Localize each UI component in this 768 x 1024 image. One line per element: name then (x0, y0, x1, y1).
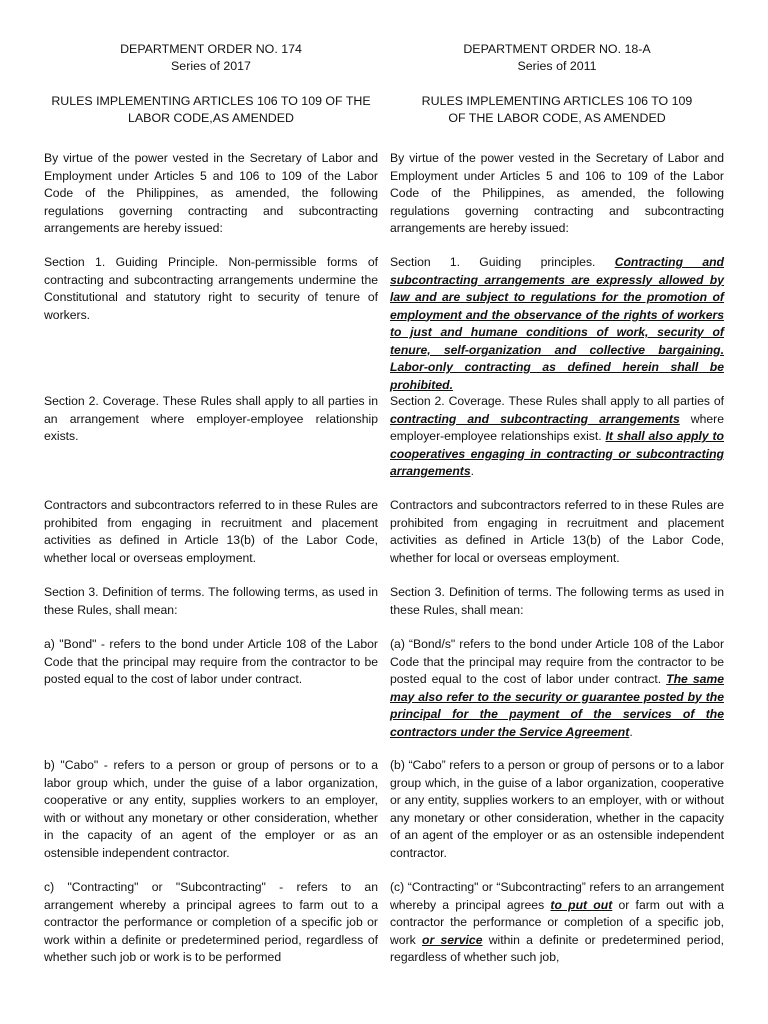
right-definition-c-emphasis-1: to put out (550, 897, 613, 912)
left-definition-a-bond: a) "Bond" - refers to the bond under Article 108 of the Labor Code that the principal may require from the contractor to be posted equal to the cost of labor under contract. (44, 637, 378, 686)
right-rules-title-line2: OF THE LABOR CODE, AS AMENDED (448, 111, 666, 125)
right-definition-c-end: within a definite or predetermined period, regardless of whether such job, (390, 932, 725, 964)
right-definition-a-lead: (a) “Bond/s" refers to the bond under Article 108 of the Labor Code that the principal may require from the contractor to be posted equal to the cost of labor under contract. (390, 637, 724, 686)
right-section-2-middle: where employer-employee relationships exist. (390, 411, 724, 443)
left-section-1: Section 1. Guiding Principle. Non-permissible forms of contracting and subcontracting arrangements undermine the Constitutional and statutory right to security of tenure of workers. (44, 255, 378, 322)
right-series: Series of 2011 (517, 59, 597, 73)
left-contractors-paragraph: Contractors and subcontractors referred to in these Rules are prohibited from engaging in recruitment and placement activities as defined in Article 13(b) of the Labor Code, whether local or overseas employment. (44, 498, 378, 565)
right-section-2-emphasis-2: It shall also apply to cooperatives engaging in contracting or subcontracting arrangements (390, 429, 725, 478)
right-section-2 (390, 393, 724, 481)
left-definition-c-contracting: c) "Contracting" or "Subcontracting" - refers to an arrangement whereby a principal agrees to farm out to a contractor the performance or completion of a specific job or work within a definite or predetermined period, regardless of whether such job or work is to be performed (44, 880, 378, 964)
right-definition-a-emphasis: The same may also refer to the security or guarantee posted by the principal for the payment of the services of the contractors under the Service Agreement (390, 672, 724, 739)
left-rules-title-line1: RULES IMPLEMENTING ARTICLES 106 TO 109 OF THE (51, 94, 371, 108)
right-section-1 (390, 254, 724, 394)
right-preamble: By virtue of the power vested in the Secretary of Labor and Employment under Articles 5 and 106 to 109 of the Labor Code of the Philippines, as amended, the following regulations governing contracting and subcontracting arrangements are hereby issued: (390, 151, 724, 235)
right-section-3: Section 3. Definition of terms. The following terms as used in these Rules, shall mean: (390, 585, 724, 617)
left-series: Series of 2017 (171, 59, 251, 73)
right-definition-c-emphasis-2: or service (422, 932, 483, 947)
right-section-2-emphasis-1: contracting and subcontracting arrangements (390, 411, 680, 426)
right-rules-title-line1: RULES IMPLEMENTING ARTICLES 106 TO 109 (421, 94, 693, 108)
right-definition-a-bond (390, 636, 724, 741)
right-section-1-emphasis: Contracting and subcontracting arrangements are expressly allowed by law and are subject to regulations for the promotion of employment and the observance of the rights of workers to just and humane conditions of work, security of tenure, self-organization and collective bargaining. Labor-only contracting as defined herein shall be prohibited. (390, 255, 724, 392)
left-definition-b-cabo: b) "Cabo" - refers to a person or group of persons or to a labor group which, under the guise of a labor organization, cooperative or any entity, supplies workers to an employer, with or without any monetary or other consideration, whether in the capacity of an agent of the employer or as an ostensible independent contractor. (44, 758, 378, 860)
right-section-1-lead: Section 1. Guiding principles. (390, 255, 615, 269)
right-definition-c-lead: (c) “Contracting" or “Subcontracting” refers to an arrangement whereby a principal agrees (390, 880, 724, 912)
right-definition-a-end: . (629, 724, 633, 739)
left-order-number: DEPARTMENT ORDER NO. 174 (120, 42, 302, 56)
right-section-2-lead: Section 2. Coverage. These Rules shall apply to all parties of (390, 394, 724, 408)
left-section-3: Section 3. Definition of terms. The following terms, as used in these Rules, shall mean: (44, 585, 378, 617)
right-definition-b-cabo: (b) “Cabo” refers to a person or group of persons or to a labor group which, in the guise of a labor organization, cooperative or any entity, supplies workers to an employer, with or without any monetary or other consideration, whether in the capacity of an agent of the employer or as an ostensible independent contractor. (390, 758, 724, 860)
right-definition-c-contracting (390, 879, 724, 967)
left-preamble: By virtue of the power vested in the Secretary of Labor and Employment under Articles 5 and 106 to 109 of the Labor Code of the Philippines, as amended, the following regulations governing contracting and subcontracting arrangements are hereby issued: (44, 151, 378, 235)
right-order-number: DEPARTMENT ORDER NO. 18-A (463, 42, 651, 56)
right-definition-c-middle: or farm out with a contractor the performance or completion of a specific job, work (390, 897, 724, 947)
right-section-2-end: . (470, 464, 474, 478)
right-contractors-paragraph: Contractors and subcontractors referred to in these Rules are prohibited from engaging in recruitment and placement activities as defined in Article 13(b) of the Labor Code, whether for local or overseas employment. (390, 498, 724, 565)
left-section-2: Section 2. Coverage. These Rules shall apply to all parties in an arrangement where employer-employee relationship exists. (44, 394, 378, 443)
left-rules-title-line2: LABOR CODE,AS AMENDED (128, 111, 294, 125)
